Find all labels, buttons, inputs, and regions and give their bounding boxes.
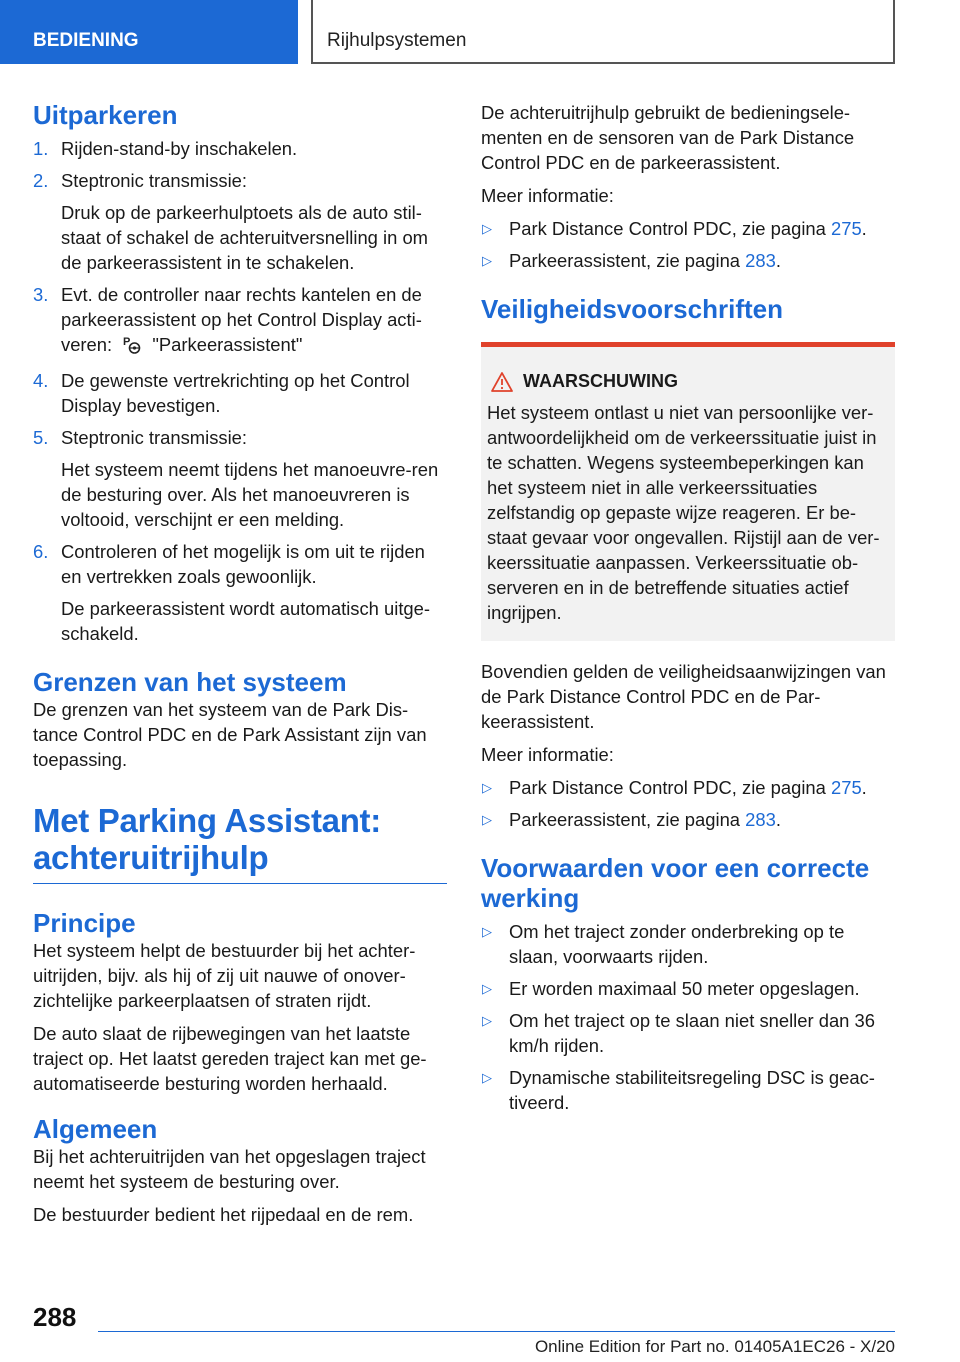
right-column xyxy=(481,100,895,1122)
list-item xyxy=(481,248,895,273)
step-4 xyxy=(33,368,447,418)
heading-voorwaarden: Voorwaarden voor een correcte werking xyxy=(481,853,870,913)
step-text: De gewenste vertrekrichting op het Control Display bevestigen. xyxy=(61,370,410,416)
triangle-bullet-icon: ▷ xyxy=(482,1070,492,1085)
step-number: 6. xyxy=(33,541,49,562)
svg-text:P: P xyxy=(123,336,131,348)
heading-uitparkeren: Uitparkeren xyxy=(33,100,178,130)
step-number: 1. xyxy=(33,138,49,159)
edition-text: Online Edition for Part no. 01405A1EC26 - X/20 xyxy=(534,1337,895,1356)
triangle-bullet-icon: ▷ xyxy=(482,1013,492,1028)
triangle-bullet-icon: ▷ xyxy=(482,253,492,268)
link-end: . xyxy=(775,250,781,271)
step-2 xyxy=(33,168,447,275)
warning-box xyxy=(481,342,895,641)
heading-grenzen: Grenzen van het systeem xyxy=(33,667,347,697)
triangle-bullet-icon: ▷ xyxy=(482,221,492,236)
link-end: . xyxy=(861,218,867,239)
condition-text: Om het traject zonder onderbreking op te slaan, voorwaarts rijden. xyxy=(509,921,845,967)
step-text: Controleren of het mogelijk is om uit te rijden en vertrekken zoals gewoonlijk. xyxy=(61,541,425,587)
step-6 xyxy=(33,539,447,646)
triangle-bullet-icon: ▷ xyxy=(482,924,492,939)
chapter-tab[interactable]: Rijhulpsystemen xyxy=(311,0,895,64)
footer-divider xyxy=(98,1331,895,1332)
warning-title xyxy=(487,369,889,394)
section-tab[interactable]: BEDIENING xyxy=(0,0,298,64)
condition-text: Om het traject op te slaan niet sneller dan 36 km/h rijden. xyxy=(509,1010,875,1056)
condition-text: Er worden maximaal 50 meter opgeslagen. xyxy=(509,978,860,999)
link-label: Park Distance Control PDC, zie pagina xyxy=(509,218,831,239)
step-number: 3. xyxy=(33,284,49,305)
condition-text: Dynamische stabiliteitsregeling DSC is geac-tiveerd. xyxy=(509,1067,875,1113)
list-item xyxy=(481,807,895,832)
link-label: Parkeerassistent, zie pagina xyxy=(509,809,746,830)
bovendien-text: Bovendien gelden de veiligheidsaanwijzingen van de Park Distance Control PDC en de Par-keerassistent. xyxy=(481,661,886,732)
page-header xyxy=(0,0,960,66)
intro-text: De achteruitrijhulp gebruikt de bedieningsele-menten en de sensoren van de Park Distance Control PDC en de parkeerassistent. xyxy=(481,102,855,173)
step-continuation: De parkeerassistent wordt automatisch uitge-schakeld. xyxy=(61,598,431,644)
step-5 xyxy=(33,425,447,532)
step-number: 4. xyxy=(33,370,49,391)
step-1 xyxy=(33,136,447,161)
page-number: 288 xyxy=(33,1302,77,1332)
step-3 xyxy=(33,282,447,361)
link-label: Parkeerassistent, zie pagina xyxy=(509,250,746,271)
info-links-2 xyxy=(481,775,895,832)
algemeen-p1: Bij het achteruitrijden van het opgeslagen traject neemt het systeem de besturing over. xyxy=(33,1146,426,1192)
list-item xyxy=(481,976,895,1001)
step-text: Evt. de controller naar rechts kantelen en de parkeerassistent op het Control Display acti-veren: xyxy=(61,284,422,355)
warning-label: WAARSCHUWING xyxy=(523,371,678,391)
step-number: 2. xyxy=(33,170,49,191)
link-end: . xyxy=(861,777,867,798)
meer-informatie-1: Meer informatie: xyxy=(481,185,614,206)
page-link-283[interactable]: 283 xyxy=(745,250,776,271)
step-text: Steptronic transmissie: xyxy=(61,427,248,448)
info-links-1 xyxy=(481,216,895,273)
voorwaarden-list xyxy=(481,919,895,1115)
list-item xyxy=(481,919,895,969)
parking-assistant-icon xyxy=(123,335,141,361)
grenzen-text: De grenzen van het systeem van de Park Dis-tance Control PDC en de Park Assistant zijn van toepassing. xyxy=(33,699,427,770)
triangle-bullet-icon: ▷ xyxy=(482,981,492,996)
page-link-283[interactable]: 283 xyxy=(745,809,776,830)
heading-principe: Principe xyxy=(33,908,136,938)
warning-text: Het systeem ontlast u niet van persoonlijke ver-antwoordelijkheid om de verkeerssituatie juist in te schatten. Wegens systeembeperkingen kan het systeem niet in alle verkeerssituaties zelfstandig op gepaste wijze reageren. Er be-staat gevaar voor ongevallen. Rijstijl aan de ver-keerssituatie aanpassen. Verkeerssituatie ob-serveren en in de betreffende situaties actief ingrijpen. xyxy=(487,402,880,623)
step-continuation: Druk op de parkeerhulptoets als de auto stil-staat of schakel de achteruitversnelling in om de parkeerassistent in te schakelen. xyxy=(61,202,428,273)
step-number: 5. xyxy=(33,427,49,448)
list-item xyxy=(481,1065,895,1115)
principe-p1: Het systeem helpt de bestuurder bij het achter-uitrijden, bijv. als hij of zij uit nauwe of onover-zichtelijke parkeerplaatsen of straten rijdt. xyxy=(33,940,416,1011)
link-end: . xyxy=(775,809,781,830)
step-continuation: Het systeem neemt tijdens het manoeuvre-ren de besturing over. Als het manoeuvreren is voltooid, verschijnt er een melding. xyxy=(61,459,439,530)
warning-triangle-icon xyxy=(491,372,513,392)
step-text: Rijden-stand-by inschakelen. xyxy=(61,138,298,159)
step-text-after: "Parkeerassistent" xyxy=(152,334,303,355)
meer-informatie-2: Meer informatie: xyxy=(481,744,614,765)
uitparkeren-steps xyxy=(33,136,447,646)
triangle-bullet-icon: ▷ xyxy=(482,812,492,827)
list-item xyxy=(481,216,895,241)
heading-veiligheid: Veiligheidsvoorschriften xyxy=(481,294,783,324)
list-item xyxy=(481,1008,895,1058)
chapter-title: Met Parking Assistant: achteruitrijhulp xyxy=(33,802,447,884)
page-link-275[interactable]: 275 xyxy=(830,218,862,239)
list-item xyxy=(481,775,895,800)
link-label: Park Distance Control PDC, zie pagina xyxy=(509,777,831,798)
left-column xyxy=(33,100,447,1227)
triangle-bullet-icon: ▷ xyxy=(482,780,492,795)
algemeen-p2: De bestuurder bedient het rijpedaal en de rem. xyxy=(33,1204,414,1225)
page-link-275[interactable]: 275 xyxy=(830,777,862,798)
heading-algemeen: Algemeen xyxy=(33,1114,158,1144)
step-text: Steptronic transmissie: xyxy=(61,170,248,191)
principe-p2: De auto slaat de rijbewegingen van het laatste traject op. Het laatst gereden traject kan met ge-automatiseerde besturing worden herhaald. xyxy=(33,1023,427,1094)
